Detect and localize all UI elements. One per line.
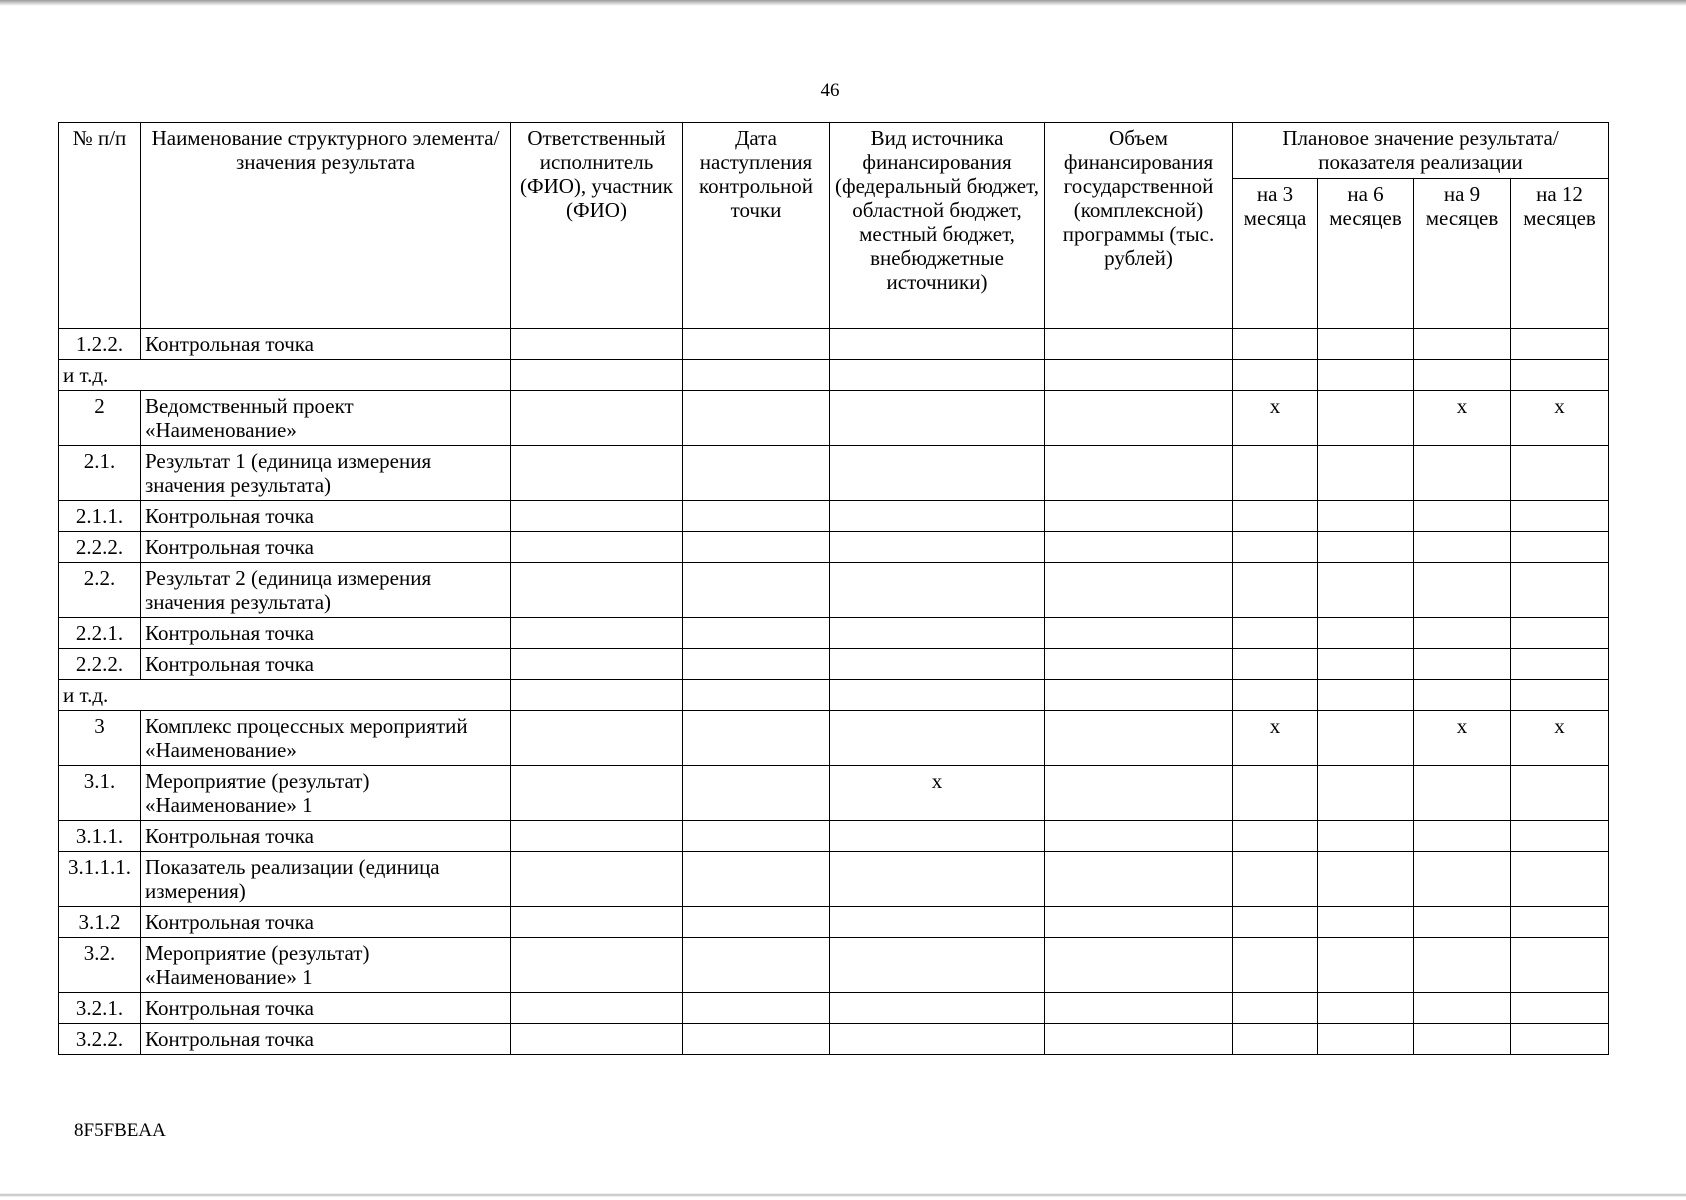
cell-m9 [1414, 766, 1511, 821]
cell-m12 [1511, 649, 1609, 680]
cell-m9 [1414, 852, 1511, 907]
cell-m9 [1414, 329, 1511, 360]
cell-num: 3.2. [59, 938, 141, 993]
cell-num: 2 [59, 391, 141, 446]
cell-m6 [1318, 563, 1414, 618]
cell-date [683, 711, 830, 766]
table-row [59, 618, 1609, 649]
plan-table [58, 122, 1609, 1055]
etc-label: и т.д. [59, 360, 511, 391]
cell-m9 [1414, 563, 1511, 618]
cell-volume [1045, 766, 1233, 821]
table-row [59, 907, 1609, 938]
table-row [59, 391, 1609, 446]
cell-m3 [1233, 329, 1318, 360]
cell-source [830, 852, 1045, 907]
cell-num: 2.2.1. [59, 618, 141, 649]
cell-m6 [1318, 649, 1414, 680]
cell-responsible [511, 938, 683, 993]
cell-name: Контрольная точка [141, 532, 511, 563]
cell-m12 [1511, 329, 1609, 360]
cell-name: Контрольная точка [141, 649, 511, 680]
table-row-etc [59, 360, 1609, 391]
cell-volume [1045, 821, 1233, 852]
cell-responsible [511, 907, 683, 938]
cell-m12 [1511, 852, 1609, 907]
cell-num: 3.1. [59, 766, 141, 821]
cell-date [683, 391, 830, 446]
cell-name: Результат 2 (единица измерения значения результата) [141, 563, 511, 618]
cell-source [830, 501, 1045, 532]
table-row [59, 563, 1609, 618]
cell-m9 [1414, 649, 1511, 680]
cell-m3 [1233, 821, 1318, 852]
cell-date [683, 766, 830, 821]
cell-m3 [1233, 446, 1318, 501]
cell-num: 2.2. [59, 563, 141, 618]
header-m12: на 12 месяцев [1511, 179, 1609, 329]
cell-date [683, 680, 830, 711]
cell-responsible [511, 360, 683, 391]
cell-volume [1045, 360, 1233, 391]
cell-responsible [511, 329, 683, 360]
cell-name: Контрольная точка [141, 907, 511, 938]
cell-date [683, 360, 830, 391]
cell-m12 [1511, 563, 1609, 618]
cell-m9 [1414, 821, 1511, 852]
cell-volume [1045, 649, 1233, 680]
cell-m12 [1511, 360, 1609, 391]
cell-date [683, 563, 830, 618]
cell-m6 [1318, 1024, 1414, 1055]
table-body [59, 329, 1609, 1055]
cell-responsible [511, 680, 683, 711]
table-row [59, 993, 1609, 1024]
table-row [59, 821, 1609, 852]
cell-source [830, 821, 1045, 852]
cell-num: 3.2.1. [59, 993, 141, 1024]
cell-num: 3.2.2. [59, 1024, 141, 1055]
cell-date [683, 1024, 830, 1055]
cell-name: Мероприятие (результат) «Наименование» 1 [141, 938, 511, 993]
table-row [59, 938, 1609, 993]
cell-responsible [511, 649, 683, 680]
etc-label: и т.д. [59, 680, 511, 711]
cell-source [830, 711, 1045, 766]
cell-date [683, 649, 830, 680]
cell-m12 [1511, 532, 1609, 563]
header-m3: на 3 месяца [1233, 179, 1318, 329]
cell-m3 [1233, 993, 1318, 1024]
cell-volume [1045, 391, 1233, 446]
cell-m9 [1414, 618, 1511, 649]
cell-volume [1045, 618, 1233, 649]
header-plan: Плановое значение результата/показателя реализации [1233, 123, 1609, 179]
cell-source [830, 563, 1045, 618]
cell-m3: х [1233, 391, 1318, 446]
cell-m9 [1414, 907, 1511, 938]
cell-num: 2.1.1. [59, 501, 141, 532]
cell-num: 3.1.2 [59, 907, 141, 938]
cell-responsible [511, 618, 683, 649]
cell-volume [1045, 446, 1233, 501]
table-row [59, 501, 1609, 532]
cell-num: 3.1.1. [59, 821, 141, 852]
cell-source [830, 391, 1045, 446]
cell-source [830, 329, 1045, 360]
cell-m3: х [1233, 711, 1318, 766]
cell-m9 [1414, 680, 1511, 711]
table-row [59, 1024, 1609, 1055]
cell-m6 [1318, 360, 1414, 391]
cell-m12 [1511, 680, 1609, 711]
cell-m6 [1318, 680, 1414, 711]
cell-responsible [511, 501, 683, 532]
cell-source [830, 532, 1045, 563]
cell-m3 [1233, 360, 1318, 391]
cell-m3 [1233, 766, 1318, 821]
cell-m6 [1318, 711, 1414, 766]
table-row [59, 329, 1609, 360]
cell-m12 [1511, 766, 1609, 821]
table-row [59, 766, 1609, 821]
cell-num: 3 [59, 711, 141, 766]
cell-num: 2.2.2. [59, 649, 141, 680]
cell-name: Мероприятие (результат) «Наименование» 1 [141, 766, 511, 821]
header-responsible: Ответственный исполнитель (ФИО), участник (ФИО) [511, 123, 683, 329]
table-row-etc [59, 680, 1609, 711]
header-m9: на 9 месяцев [1414, 179, 1511, 329]
cell-source: х [830, 766, 1045, 821]
cell-date [683, 532, 830, 563]
cell-m6 [1318, 329, 1414, 360]
cell-num: 2.2.2. [59, 532, 141, 563]
cell-name: Контрольная точка [141, 821, 511, 852]
cell-source [830, 446, 1045, 501]
cell-m6 [1318, 993, 1414, 1024]
cell-source [830, 360, 1045, 391]
cell-responsible [511, 993, 683, 1024]
cell-m3 [1233, 649, 1318, 680]
header-num: № п/п [59, 123, 141, 329]
cell-source [830, 938, 1045, 993]
cell-m6 [1318, 501, 1414, 532]
header-date: Дата наступления контрольной точки [683, 123, 830, 329]
scan-edge-top [0, 0, 1686, 6]
document-code: 8F5FBEAA [74, 1120, 166, 1141]
cell-name: Контрольная точка [141, 1024, 511, 1055]
cell-m9: х [1414, 391, 1511, 446]
cell-m12 [1511, 501, 1609, 532]
header-name: Наименование структурного элемента/ значения результата [141, 123, 511, 329]
cell-responsible [511, 391, 683, 446]
table-row [59, 852, 1609, 907]
cell-m3 [1233, 907, 1318, 938]
cell-m9 [1414, 446, 1511, 501]
cell-responsible [511, 852, 683, 907]
cell-m6 [1318, 852, 1414, 907]
cell-volume [1045, 938, 1233, 993]
cell-m6 [1318, 938, 1414, 993]
table-row [59, 649, 1609, 680]
table-row [59, 446, 1609, 501]
cell-m3 [1233, 563, 1318, 618]
cell-responsible [511, 563, 683, 618]
cell-num: 3.1.1.1. [59, 852, 141, 907]
cell-volume [1045, 1024, 1233, 1055]
cell-m12 [1511, 1024, 1609, 1055]
cell-volume [1045, 501, 1233, 532]
cell-m12: х [1511, 391, 1609, 446]
cell-date [683, 501, 830, 532]
cell-name: Комплекс процессных мероприятий «Наименование» [141, 711, 511, 766]
table-row [59, 532, 1609, 563]
cell-m12 [1511, 618, 1609, 649]
cell-m3 [1233, 1024, 1318, 1055]
cell-date [683, 329, 830, 360]
cell-name: Контрольная точка [141, 993, 511, 1024]
cell-m12 [1511, 993, 1609, 1024]
cell-source [830, 1024, 1045, 1055]
cell-m9 [1414, 938, 1511, 993]
cell-volume [1045, 563, 1233, 618]
scan-edge-bottom [0, 1193, 1686, 1197]
cell-source [830, 907, 1045, 938]
cell-responsible [511, 821, 683, 852]
cell-volume [1045, 907, 1233, 938]
cell-name: Ведомственный проект «Наименование» [141, 391, 511, 446]
cell-volume [1045, 993, 1233, 1024]
cell-name: Контрольная точка [141, 618, 511, 649]
cell-responsible [511, 766, 683, 821]
cell-m6 [1318, 907, 1414, 938]
cell-num: 1.2.2. [59, 329, 141, 360]
cell-m12 [1511, 821, 1609, 852]
cell-source [830, 649, 1045, 680]
cell-m3 [1233, 532, 1318, 563]
cell-volume [1045, 711, 1233, 766]
cell-num: 2.1. [59, 446, 141, 501]
cell-m6 [1318, 532, 1414, 563]
cell-m12 [1511, 446, 1609, 501]
cell-m3 [1233, 501, 1318, 532]
cell-volume [1045, 329, 1233, 360]
cell-m12: х [1511, 711, 1609, 766]
cell-name: Контрольная точка [141, 501, 511, 532]
cell-date [683, 618, 830, 649]
cell-date [683, 907, 830, 938]
table-row [59, 711, 1609, 766]
cell-m6 [1318, 821, 1414, 852]
cell-volume [1045, 680, 1233, 711]
cell-m9 [1414, 993, 1511, 1024]
cell-date [683, 852, 830, 907]
cell-m9 [1414, 360, 1511, 391]
cell-m3 [1233, 938, 1318, 993]
cell-m6 [1318, 446, 1414, 501]
cell-responsible [511, 711, 683, 766]
cell-m6 [1318, 391, 1414, 446]
cell-name: Контрольная точка [141, 329, 511, 360]
cell-m3 [1233, 618, 1318, 649]
cell-volume [1045, 532, 1233, 563]
header-volume: Объем финансирования государственной (комплексной) программы (тыс. рублей) [1045, 123, 1233, 329]
cell-date [683, 446, 830, 501]
cell-date [683, 938, 830, 993]
cell-m9 [1414, 1024, 1511, 1055]
cell-m9: х [1414, 711, 1511, 766]
header-source: Вид источника финансирования (федеральный бюджет, областной бюджет, местный бюджет, внебюджетные источники) [830, 123, 1045, 329]
cell-name: Показатель реализации (единица измерения) [141, 852, 511, 907]
cell-m12 [1511, 907, 1609, 938]
page-number: 46 [820, 80, 840, 101]
cell-source [830, 993, 1045, 1024]
cell-m3 [1233, 852, 1318, 907]
cell-m3 [1233, 680, 1318, 711]
cell-m9 [1414, 501, 1511, 532]
cell-responsible [511, 446, 683, 501]
cell-date [683, 993, 830, 1024]
cell-volume [1045, 852, 1233, 907]
cell-responsible [511, 532, 683, 563]
header-m6: на 6 месяцев [1318, 179, 1414, 329]
cell-responsible [511, 1024, 683, 1055]
cell-m6 [1318, 766, 1414, 821]
cell-date [683, 821, 830, 852]
cell-source [830, 618, 1045, 649]
cell-m12 [1511, 938, 1609, 993]
cell-name: Результат 1 (единица измерения значения результата) [141, 446, 511, 501]
cell-m6 [1318, 618, 1414, 649]
cell-m9 [1414, 532, 1511, 563]
cell-source [830, 680, 1045, 711]
